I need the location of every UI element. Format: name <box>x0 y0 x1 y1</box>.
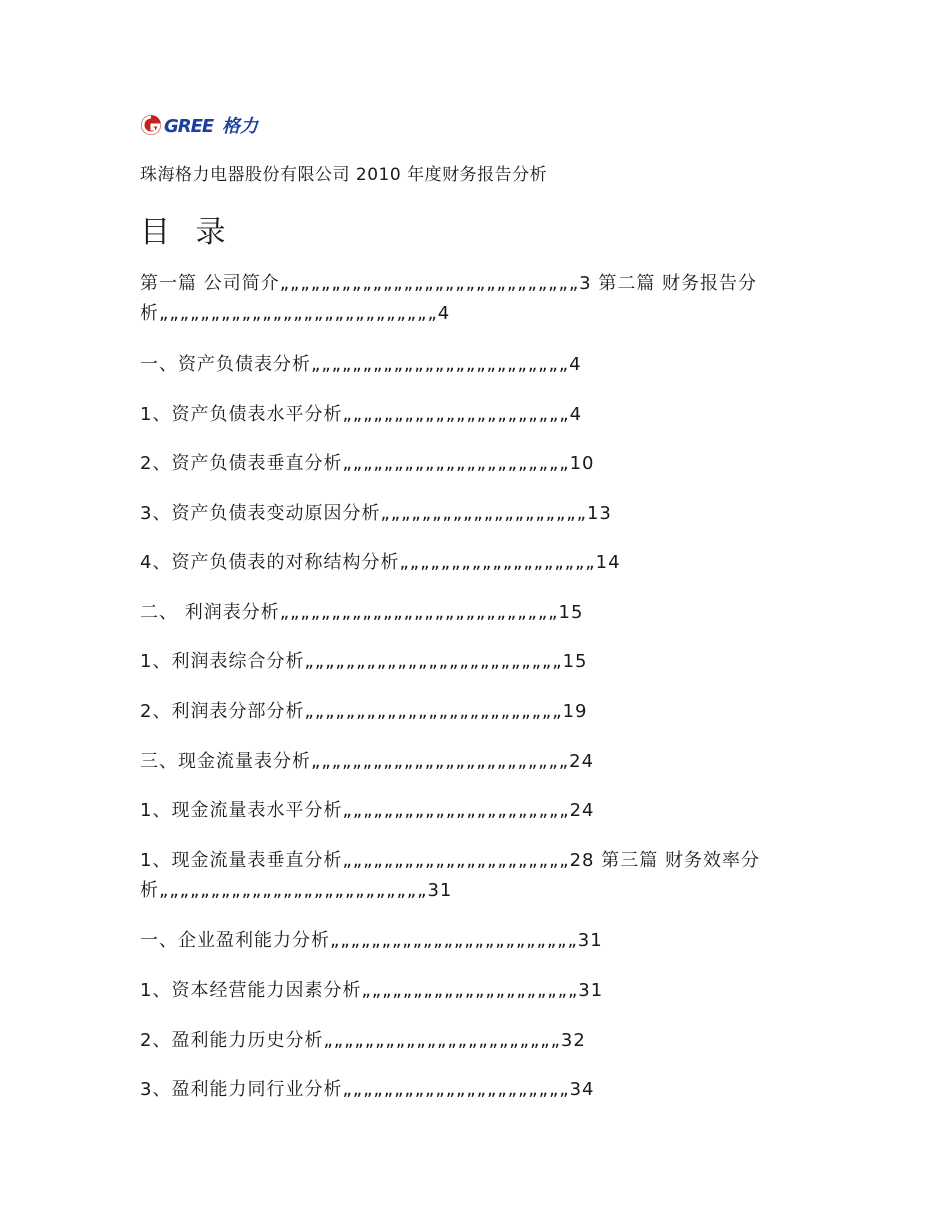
toc-entry-text: 2、资产负债表垂直分析„„„„„„„„„„„„„„„„„„„„„„10 <box>140 453 595 474</box>
toc-entry-text: 4、资产负债表的对称结构分析„„„„„„„„„„„„„„„„„„„14 <box>140 552 621 573</box>
toc-entry-text: 二、 利润表分析„„„„„„„„„„„„„„„„„„„„„„„„„„„15 <box>140 602 584 623</box>
gree-logo <box>140 110 270 140</box>
report-subtitle: 珠海格力电器股份有限公司 2010 年度财务报告分析 <box>140 165 548 185</box>
toc-entry[interactable] <box>140 976 800 1006</box>
toc-entry-text: 1、现金流量表水平分析„„„„„„„„„„„„„„„„„„„„„„24 <box>140 800 595 821</box>
toc-entry[interactable] <box>140 449 800 479</box>
toc-entry-text: 三、现金流量表分析„„„„„„„„„„„„„„„„„„„„„„„„„24 <box>140 751 595 772</box>
toc-entry[interactable] <box>140 846 800 906</box>
toc-entry[interactable] <box>140 747 800 777</box>
toc-heading: 目 录 <box>140 215 234 250</box>
toc-entry-text: 2、利润表分部分析„„„„„„„„„„„„„„„„„„„„„„„„„19 <box>140 701 588 722</box>
gree-logo-icon <box>140 110 270 140</box>
toc-entry[interactable] <box>140 1026 800 1056</box>
toc-entry[interactable] <box>140 350 800 380</box>
toc-entry-text: 1、现金流量表垂直分析„„„„„„„„„„„„„„„„„„„„„„28 第三篇 财务效率分 <box>140 850 760 871</box>
toc-entry-text: 3、盈利能力同行业分析„„„„„„„„„„„„„„„„„„„„„„34 <box>140 1079 595 1100</box>
svg-text:GREE: GREE <box>164 116 214 137</box>
toc-entry[interactable] <box>140 697 800 727</box>
toc-entry[interactable] <box>140 1075 800 1105</box>
toc-entry-text: 1、资本经营能力因素分析„„„„„„„„„„„„„„„„„„„„„31 <box>140 980 604 1001</box>
toc-entry-text: 第一篇 公司简介„„„„„„„„„„„„„„„„„„„„„„„„„„„„„3 第二篇 财务报告分 <box>140 273 758 294</box>
toc-entry-text: 1、利润表综合分析„„„„„„„„„„„„„„„„„„„„„„„„„15 <box>140 651 588 672</box>
toc-entry[interactable] <box>140 796 800 826</box>
toc-entry[interactable] <box>140 400 800 430</box>
toc-entry-text: 1、资产负债表水平分析„„„„„„„„„„„„„„„„„„„„„„4 <box>140 404 583 425</box>
toc-entry-text-continued: 析„„„„„„„„„„„„„„„„„„„„„„„„„„„4 <box>140 303 451 324</box>
toc-entry[interactable] <box>140 548 800 578</box>
toc-entry[interactable] <box>140 647 800 677</box>
toc-entry-text: 3、资产负债表变动原因分析„„„„„„„„„„„„„„„„„„„„13 <box>140 503 612 524</box>
toc-entry-text: 一、企业盈利能力分析„„„„„„„„„„„„„„„„„„„„„„„„31 <box>140 930 603 951</box>
toc-entry-text: 一、资产负债表分析„„„„„„„„„„„„„„„„„„„„„„„„„4 <box>140 354 582 375</box>
toc-entry[interactable] <box>140 269 800 329</box>
toc-entry[interactable] <box>140 926 800 956</box>
toc-entry-text-continued: 析„„„„„„„„„„„„„„„„„„„„„„„„„„31 <box>140 880 453 901</box>
toc-entry-text: 2、盈利能力历史分析„„„„„„„„„„„„„„„„„„„„„„„32 <box>140 1030 586 1051</box>
toc-entry[interactable] <box>140 598 800 628</box>
toc-entry[interactable] <box>140 499 800 529</box>
svg-text:格力: 格力 <box>222 116 258 137</box>
